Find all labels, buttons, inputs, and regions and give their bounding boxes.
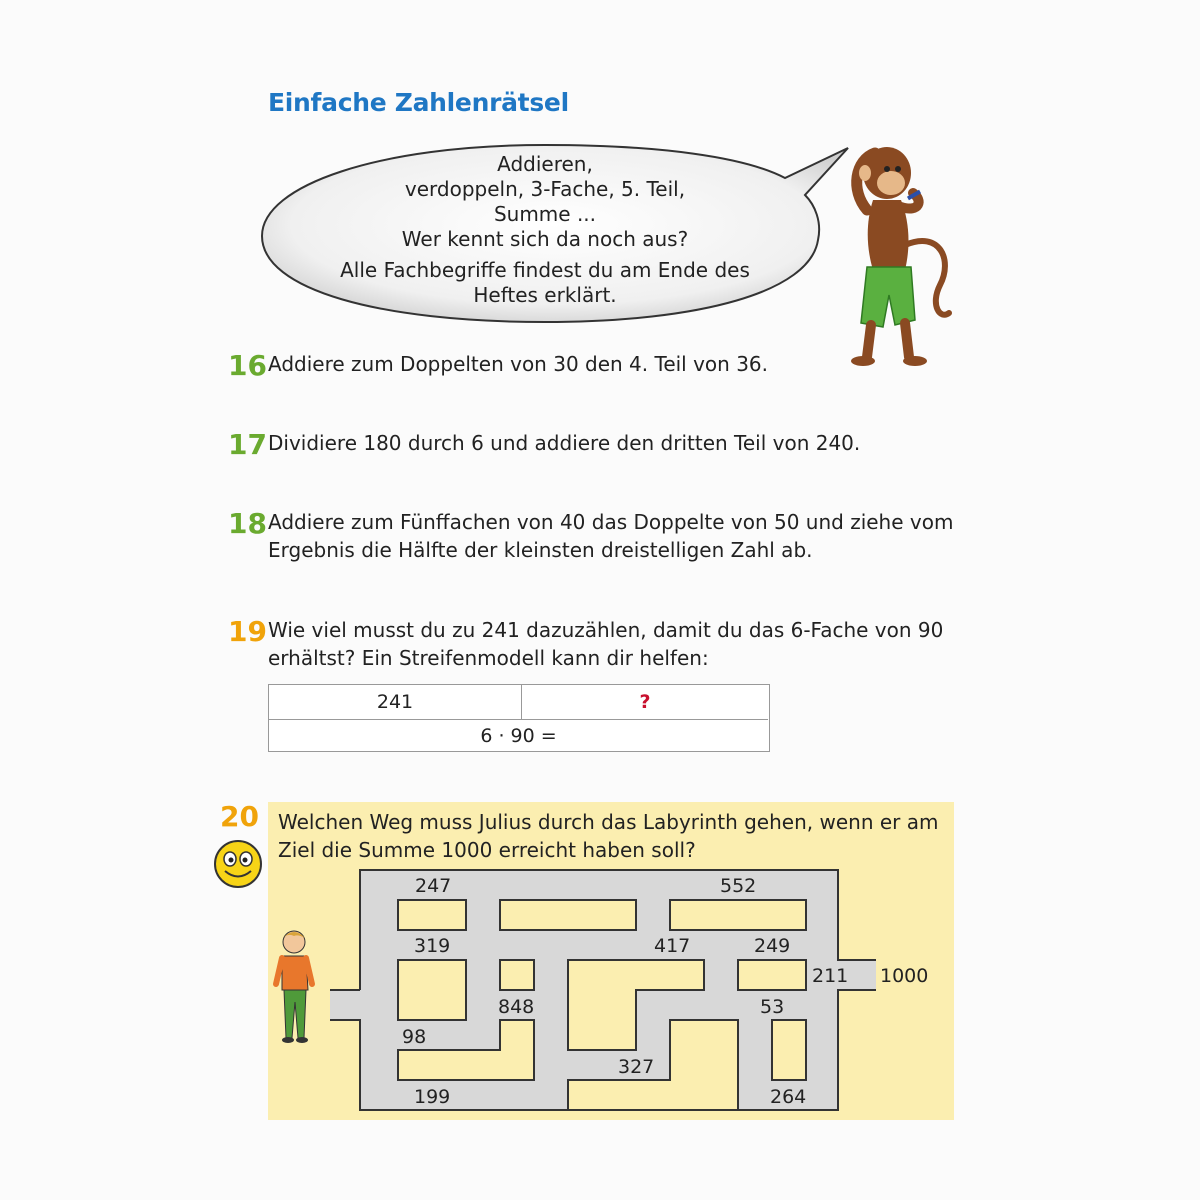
- task-number: 17: [228, 428, 267, 461]
- maze-number: 417: [654, 935, 691, 957]
- task-number: 19: [228, 615, 267, 648]
- task-line: Addiere zum Fünffachen von 40 das Doppelte von 50 und ziehe vom: [268, 510, 954, 534]
- maze-number: 98: [402, 1026, 427, 1048]
- task-line: Ziel die Summe 1000 erreicht haben soll?: [278, 838, 696, 862]
- bubble-line: Addieren,: [497, 152, 593, 176]
- task-text: Dividiere 180 durch 6 und addiere den dritten Teil von 240.: [268, 431, 861, 455]
- bubble-line: Wer kennt sich da noch aus?: [401, 227, 689, 251]
- strip-cell-unknown: ?: [522, 685, 768, 720]
- task-line: erhältst? Ein Streifenmodell kann dir helfen:: [268, 646, 709, 670]
- maze-number: 211: [812, 965, 849, 987]
- bubble-line: Alle Fachbegriffe findest du am Ende des: [340, 258, 750, 282]
- page-title: Einfache Zahlenrätsel: [268, 88, 569, 117]
- maze-number: 199: [414, 1086, 451, 1108]
- task-text: Addiere zum Doppelten von 30 den 4. Teil von 36.: [268, 352, 768, 376]
- task-number: 16: [228, 349, 267, 382]
- task-line: Ergebnis die Hälfte der kleinsten dreistelligen Zahl ab.: [268, 538, 813, 562]
- maze-number: 319: [414, 935, 451, 957]
- task-number: 18: [228, 507, 267, 540]
- task-line: Wie viel musst du zu 241 dazuzählen, damit du das 6-Fache von 90: [268, 618, 944, 642]
- julius-illustration: [272, 928, 320, 1046]
- task-number: 20: [220, 800, 259, 833]
- maze-number: 552: [720, 875, 757, 897]
- maze-number: 53: [760, 996, 785, 1018]
- strip-cell-total: 6 · 90 =: [480, 725, 557, 747]
- bubble-line: Summe ...: [493, 202, 597, 226]
- maze-number: 327: [618, 1056, 655, 1078]
- maze-number: 848: [498, 996, 535, 1018]
- strip-cell-known: 241: [269, 685, 522, 720]
- bubble-line: Heftes erklärt.: [473, 283, 617, 307]
- maze-number: 247: [415, 875, 452, 897]
- task-line: Welchen Weg muss Julius durch das Labyrinth gehen, wenn er am: [278, 810, 939, 834]
- maze-number: 249: [754, 935, 791, 957]
- bubble-line: verdoppeln, 3-Fache, 5. Teil,: [404, 177, 686, 201]
- maze-number: 264: [770, 1086, 807, 1108]
- maze-goal-number: 1000: [880, 965, 929, 987]
